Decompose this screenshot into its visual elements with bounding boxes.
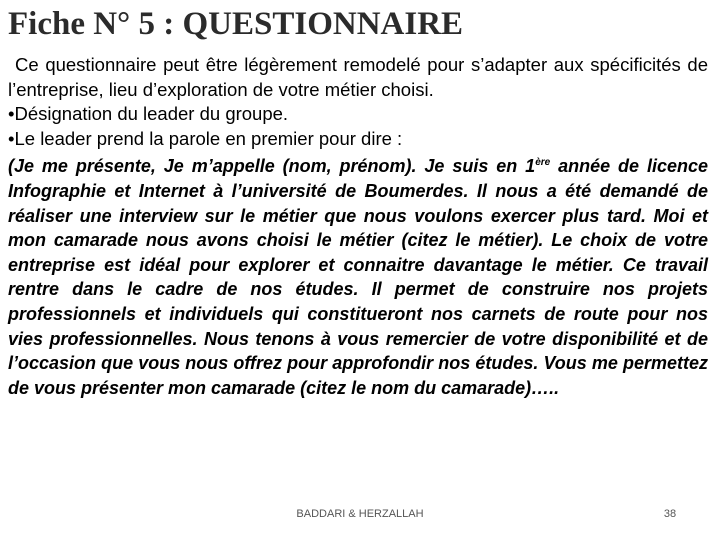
ordinal-superscript: ère bbox=[535, 157, 551, 169]
bullet-leader-designation: •Désignation du leader du groupe. bbox=[8, 103, 289, 125]
footer-authors: BADDARI & HERZALLAH bbox=[296, 508, 424, 520]
script-text-rest: année de licence Infographie et Internet à l’université de Boumerdes. Il nous a été demandé de réaliser une interview sur le métier que nous voulons exercer plus tard. Moi et mon camarade nous avons choisi le métier (citez le métier). Le choix de votre entreprise est idéal pour explorer et connaitre davantage le métier. Ce travail rentre dans le cadre de nos études. Il permet de construire nos projets professionnels et individuels qui constitueront nos carnets de route pour nos vies professionnelles. Nous tenons à vous remercier de votre disponibilité et de l’occasion que vous nous offrez pour approfondir nos études. Vous me permettez de vous présenter mon camarade (citez le nom du camarade)….. bbox=[8, 156, 708, 398]
intro-paragraph: Ce questionnaire peut être légèrement remodelé pour s’adapter aux spécificités de l’entreprise, lieu d’exploration de votre métier choisi. bbox=[8, 54, 708, 100]
slide-body bbox=[8, 53, 708, 400]
presentation-script bbox=[8, 151, 708, 400]
page-number: 38 bbox=[663, 508, 677, 520]
bullet-leader-speaks: •Le leader prend la parole en premier pour dire : bbox=[8, 127, 403, 149]
script-text-start: (Je me présente, Je m’appelle (nom, prénom). Je suis en 1 bbox=[8, 156, 536, 177]
slide-title: Fiche N° 5 : QUESTIONNAIRE bbox=[8, 6, 464, 42]
